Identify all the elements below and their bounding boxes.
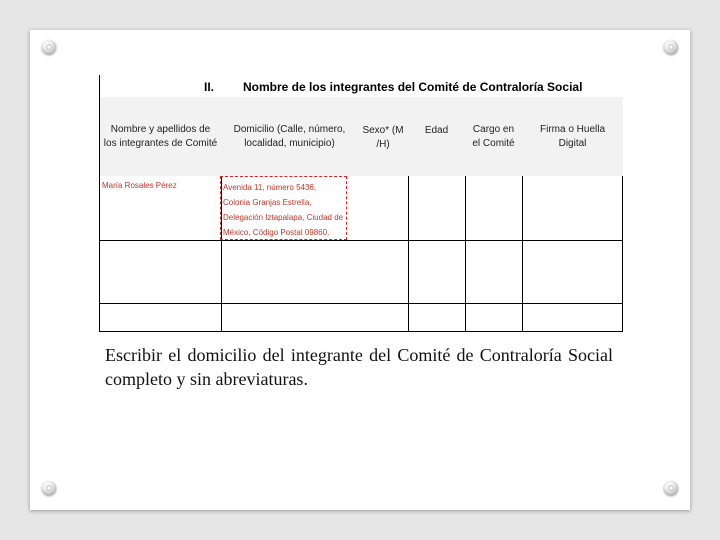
- rivet-icon: [42, 481, 56, 495]
- column-header-role: Cargo en el Comité: [472, 123, 515, 149]
- rivet-icon: [664, 40, 678, 54]
- example-member-address: Avenida 11, número 5436, Colonia Granjas Estrella, Delegación Iztapalapa, Ciudad de México, Código Postal 09860.: [223, 183, 344, 237]
- committee-members-table: [99, 75, 623, 332]
- section-heading: [100, 75, 623, 97]
- instruction-caption: Escribir el domicilio del integrante del Comité de Contraloría Social completo y sin abreviaturas.: [105, 345, 613, 389]
- column-header-sex: Sexo* (M /H): [362, 125, 404, 150]
- section-number: II.: [204, 80, 215, 94]
- rivet-icon: [42, 40, 56, 54]
- column-header-address: Domicilio (Calle, número, localidad, municipio): [233, 123, 346, 149]
- rivet-icon: [664, 481, 678, 495]
- column-header-age: Edad: [424, 125, 449, 136]
- example-address-highlight: [220, 176, 347, 240]
- example-member-name: María Rosales Pérez: [102, 181, 177, 190]
- column-header-signature: Firma o Huella Digital: [539, 123, 606, 149]
- row-divider: [100, 240, 623, 241]
- column-divider: [465, 176, 466, 331]
- column-divider: [408, 176, 409, 331]
- column-header-name: Nombre y apellidos de los integrantes de Comité: [103, 123, 218, 149]
- column-divider: [622, 176, 623, 331]
- row-divider: [100, 303, 623, 304]
- column-divider: [522, 176, 523, 331]
- section-title: Nombre de los integrantes del Comité de Contraloría Social: [243, 80, 583, 94]
